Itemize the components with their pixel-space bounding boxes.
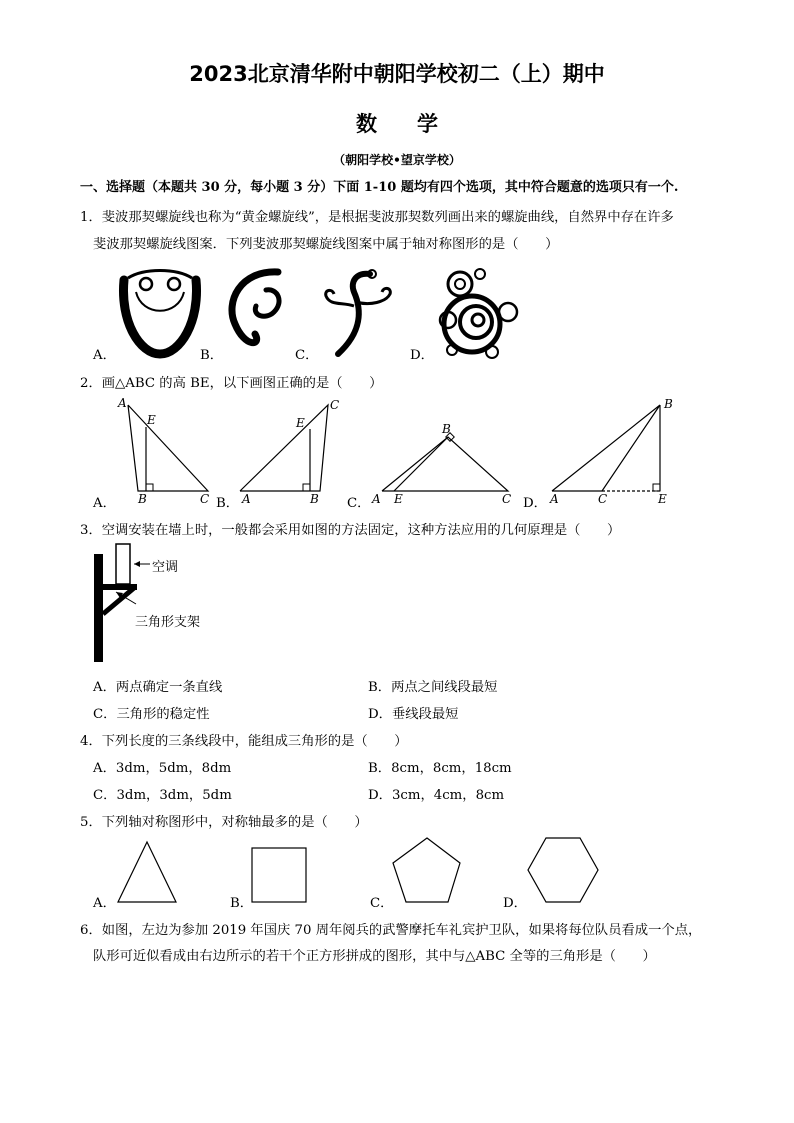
- q2-option-b[interactable]: B．: [216, 496, 240, 511]
- q2-stem: 2．画△ABC 的高 BE，以下画图正确的是（ ）: [80, 376, 383, 391]
- q2a-label-e: E: [147, 413, 156, 427]
- q3-option-b[interactable]: B．两点之间线段最短: [368, 680, 498, 695]
- q2-option-c[interactable]: C．: [347, 496, 371, 511]
- q1-figure-b: [232, 272, 279, 343]
- q1-line1: 1．斐波那契螺旋线也称为“黄金螺旋线”，是根据斐波那契数列画出来的螺旋曲线，自然界中存在许多: [80, 210, 674, 225]
- q2d-label-c: C: [598, 492, 608, 506]
- q2a-label-a: A: [118, 396, 127, 410]
- q2b-label-b: B: [310, 492, 319, 506]
- q1-option-b[interactable]: B．: [200, 348, 224, 363]
- q3-option-d[interactable]: D．垂线段最短: [368, 707, 459, 722]
- q6-line2: 队形可近似看成由右边所示的若干个正方形拼成的图形，其中与△ABC 全等的三角形是（ ）: [93, 949, 656, 964]
- q5-option-a[interactable]: A．: [93, 896, 116, 911]
- air-conditioner: [116, 544, 130, 584]
- q1-figure-a: [123, 271, 196, 355]
- q1-option-a[interactable]: A．: [93, 348, 116, 363]
- q2-figure-b: [240, 398, 339, 506]
- q1-figure-d: [440, 269, 517, 358]
- q6-line1: 6．如图，左边为参加 2019 年国庆 70 周年阅兵的武警摩托车礼宾护卫队，如果将每位队员看成一个点，: [80, 923, 702, 938]
- q1-option-c[interactable]: C．: [295, 348, 319, 363]
- q2c-label-e: E: [394, 492, 403, 506]
- q1-line2: 斐波那契螺旋线图案．下列斐波那契螺旋线图案中属于轴对称图形的是（ ）: [93, 237, 559, 252]
- q2b-label-c: C: [330, 398, 340, 412]
- q3-option-c[interactable]: C．三角形的稳定性: [93, 707, 210, 722]
- exam-title: 2023北京清华附中朝阳学校初二（上）期中: [189, 62, 605, 86]
- q4-option-c[interactable]: C．3dm，3dm，5dm: [93, 788, 232, 803]
- square-shape: [252, 848, 306, 902]
- q2c-label-c: C: [502, 492, 512, 506]
- triangle-shape: [118, 842, 176, 902]
- q2-figure-a: [117, 396, 209, 506]
- q5-option-b[interactable]: B．: [230, 896, 254, 911]
- q2c-label-b: B: [442, 422, 451, 436]
- section-heading: 一、选择题（本题共 30 分，每小题 3 分）下面 1-10 题均有四个选项，其中符合题意的选项只有一个.: [80, 180, 679, 195]
- q5-stem: 5．下列轴对称图形中，对称轴最多的是（ ）: [80, 815, 368, 830]
- subject-title: 数学: [356, 112, 478, 136]
- pentagon-shape: [393, 838, 460, 902]
- bracket-brace: [103, 588, 134, 614]
- q2b-label-a: A: [242, 492, 251, 506]
- q2a-label-c: C: [200, 492, 210, 506]
- q1-option-d[interactable]: D．: [410, 348, 434, 363]
- q2d-label-a: A: [550, 492, 559, 506]
- q2b-label-e: E: [296, 416, 305, 430]
- q2d-label-b: B: [664, 397, 673, 411]
- q2c-label-a: A: [372, 492, 381, 506]
- q4-option-b[interactable]: B．8cm，8cm，18cm: [368, 761, 512, 776]
- q3-label-air-conditioner: 空调: [152, 560, 179, 575]
- q4-stem: 4．下列长度的三条线段中，能组成三角形的是（ ）: [80, 734, 408, 749]
- q3-figure: [90, 540, 270, 668]
- q4-option-d[interactable]: D．3cm，4cm，8cm: [368, 788, 505, 803]
- q2-figure-d: [549, 397, 673, 506]
- q2-option-d[interactable]: D．: [523, 496, 547, 511]
- school-note: （朝阳学校•望京学校）: [333, 153, 461, 167]
- hexagon-shape: [528, 838, 598, 902]
- q3-label-support: 三角形支架: [135, 615, 201, 630]
- q5-figures: [110, 834, 610, 908]
- q5-option-c[interactable]: C．: [370, 896, 394, 911]
- q2a-label-b: B: [138, 492, 147, 506]
- q4-option-a[interactable]: A．3dm，5dm，8dm: [93, 761, 232, 776]
- q5-option-d[interactable]: D．: [503, 896, 527, 911]
- q2-figures: [110, 395, 690, 513]
- q3-option-a[interactable]: A．两点确定一条直线: [93, 680, 223, 695]
- q1-figure-c: [326, 270, 391, 354]
- q3-stem: 3．空调安装在墙上时，一般都会采用如图的方法固定，这种方法应用的几何原理是（ ）: [80, 523, 621, 538]
- q2-option-a[interactable]: A．: [93, 496, 116, 511]
- q2d-label-e: E: [658, 492, 667, 506]
- wall: [94, 554, 103, 662]
- q2-figure-c: [371, 422, 511, 506]
